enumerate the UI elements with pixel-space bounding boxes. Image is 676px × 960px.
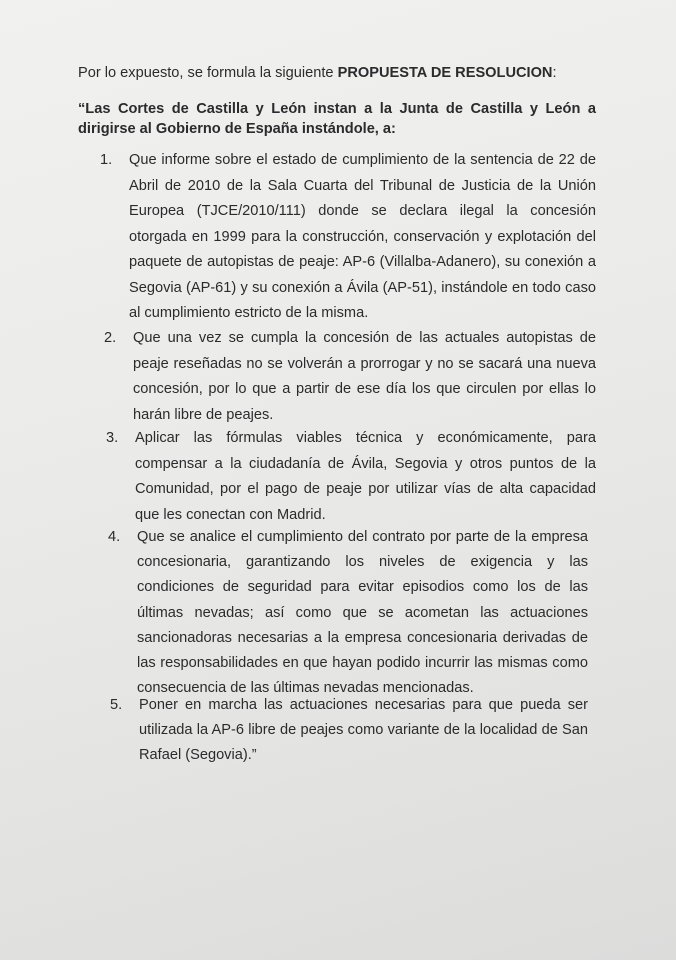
intro-bold: PROPUESTA DE RESOLUCION	[337, 65, 553, 81]
item-text: Que informe sobre el estado de cumplimiento de la sentencia de 22 de Abril de 2010 de la Sala Cuarta del Tribunal de Justicia de la Unión Europea (TJCE/2010/111) donde se declara ilegal la concesión otorgada en 1999 para la construcción, conservación y explotación del paquete de autopistas de peaje: AP-6 (Villalba-Adanero), su conexión a Segovia (AP-61) y su conexión a Ávila (AP-51), instándole en todo caso al cumplimiento estricto de la misma.	[129, 152, 596, 321]
list-item	[106, 426, 596, 528]
item-text: Aplicar las fórmulas viables técnica y económicamente, para compensar a la ciudadanía de Ávila, Segovia y otros puntos de la Comunidad, por el pago de peaje por utilizar vías de alta capacidad que les conectan con Madrid.	[135, 430, 596, 523]
intro-text: Por lo expuesto, se formula la siguiente	[78, 65, 338, 81]
resolution-heading: “Las Cortes de Castilla y León instan a la Junta de Castilla y León a dirigirse al Gobierno de España instándole, a:	[78, 101, 596, 137]
item-text: Poner en marcha las actuaciones necesarias para que pueda ser utilizada la AP-6 libre de peajes como variante de la localidad de San Rafael (Segovia).”	[139, 697, 588, 764]
item-number: 2.	[104, 330, 117, 346]
list-item	[110, 693, 588, 769]
intro-suffix: :	[552, 65, 557, 81]
list-item	[104, 326, 596, 428]
list-item	[100, 148, 596, 327]
intro-line	[78, 62, 557, 84]
list-item	[108, 525, 588, 701]
item-number: 3.	[106, 430, 119, 446]
item-number: 5.	[110, 697, 123, 713]
item-number: 1.	[100, 152, 113, 168]
item-text: Que una vez se cumpla la concesión de las actuales autopistas de peaje reseñadas no se volverán a prorrogar y no se sacará una nueva concesión, por lo que a partir de ese día los que circulen por ellas lo harán libre de peajes.	[133, 330, 596, 423]
item-number: 4.	[108, 529, 121, 545]
item-text: Que se analice el cumplimiento del contrato por parte de la empresa concesionaria, garantizando los niveles de exigencia y las condiciones de seguridad para evitar episodios como los de las últimas nevadas; así como que se acometan las actuaciones sancionadoras necesarias a la empresa concesionaria derivadas de las responsabilidades en que hayan podido incurrir las mismas como consecuencia de las últimas nevadas mencionadas.	[137, 529, 588, 697]
